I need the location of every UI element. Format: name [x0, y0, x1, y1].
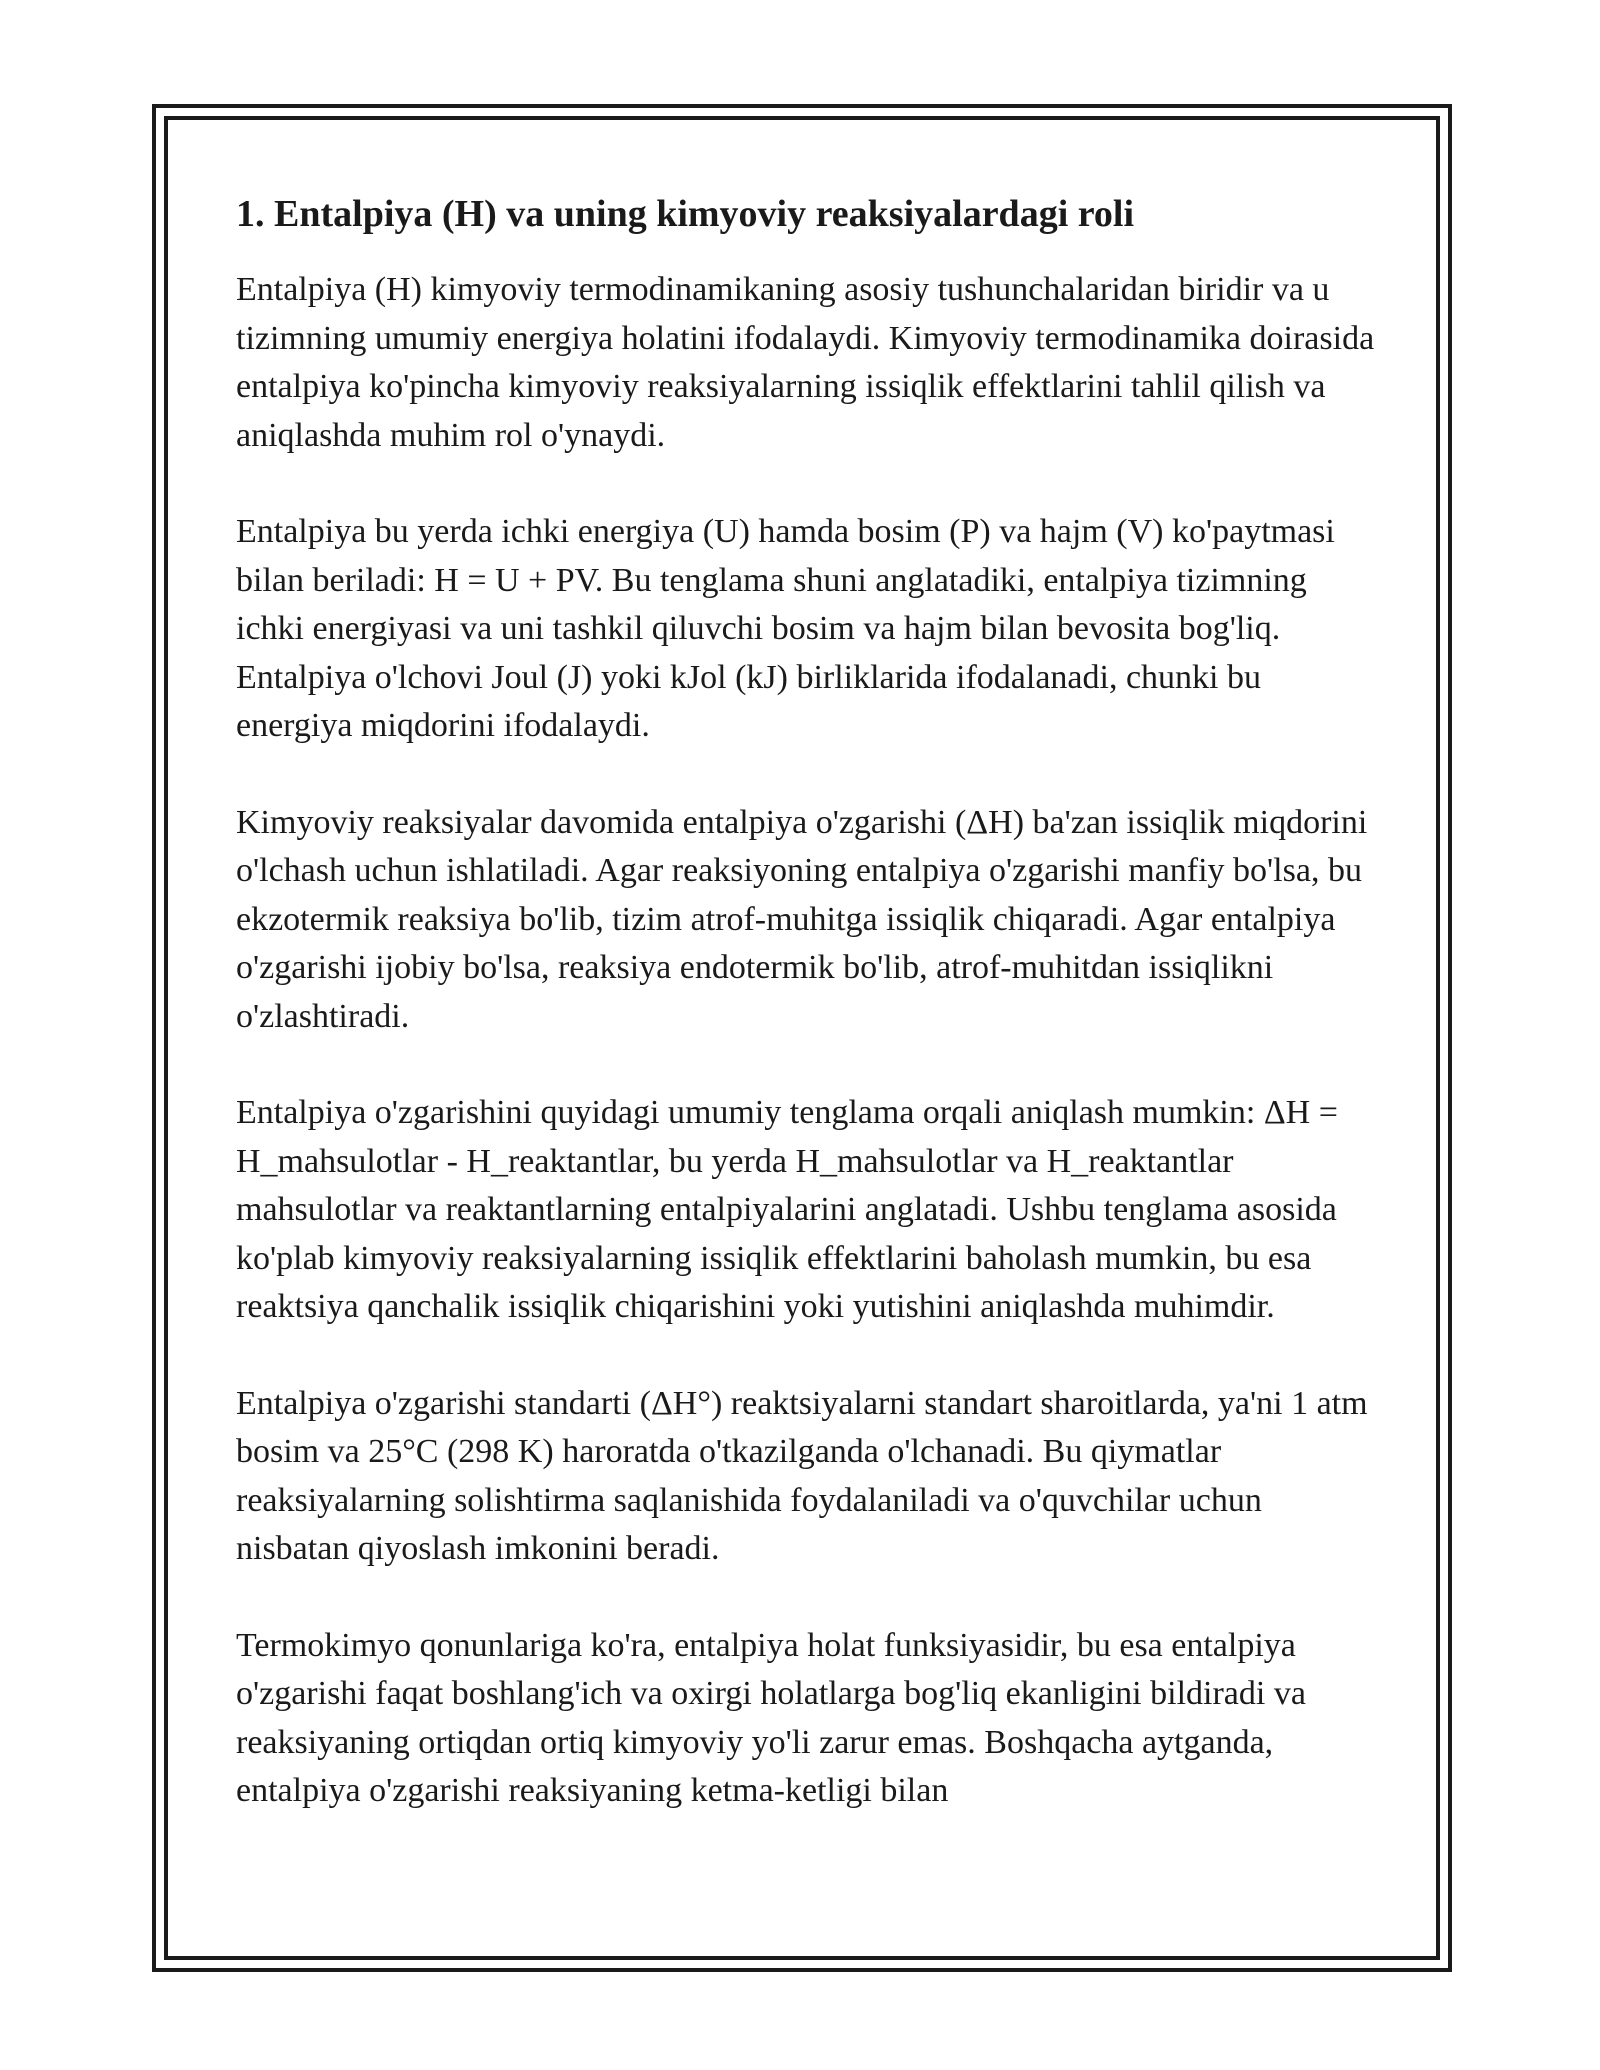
paragraph-enthalpy-equation: Entalpiya o'zgarishini quyidagi umumiy tenglama orqali aniqlash mumkin: ΔH = H_mahsulotlar - H_reaktantlar, bu yerda H_mahsulotlar va H_reaktantlar mahsulotlar va reaktantlarning entalpiyalarini anglatadi. Ushbu tenglama asosida ko'plab kimyoviy reaksiyalarning issiqlik effektlarini baholash mumkin, bu esa reaktsiya qanchalik issiqlik chiqarishini yoki yutishini aniqlashda muhimdir.	[236, 1094, 1338, 1325]
section-heading: 1. Entalpiya (H) va uning kimyoviy reaksiyalardagi roli	[236, 193, 1135, 235]
paragraph-state-function: Termokimyo qonunlariga ko'ra, entalpiya holat funksiyasidir, bu esa entalpiya o'zgarishi faqat boshlang'ich va oxirgi holatlarga bog'liq ekanligini bildiradi va reaksiyaning ortiqdan ortiq kimyoviy yo'li zarur emas. Boshqacha aytganda, entalpiya o'zgarishi reaksiyaning ketma-ketligi bilan	[236, 1626, 1306, 1809]
paragraph-standard-enthalpy: Entalpiya o'zgarishi standarti (ΔH°) reaktsiyalarni standart sharoitlarda, ya'ni 1 atm bosim va 25°C (298 K) haroratda o'tkazilganda o'lchanadi. Bu qiymatlar reaksiyalarning solishtirma saqlanishida foydalaniladi va o'quvchilar uchun nisbatan qiyoslash imkonini beradi.	[236, 1384, 1368, 1567]
paragraph-enthalpy-definition: Entalpiya (H) kimyoviy termodinamikaning asosiy tushunchalaridan biridir va u tizimning umumiy energiya holatini ifodalaydi. Kimyoviy termodinamika doirasida entalpiya ko'pincha kimyoviy reaksiyalarning issiqlik effektlarini tahlil qilish va aniqlashda muhim rol o'ynaydi.	[236, 271, 1375, 454]
document-content	[236, 186, 1376, 1864]
paragraph-enthalpy-change: Kimyoviy reaksiyalar davomida entalpiya o'zgarishi (ΔH) ba'zan issiqlik miqdorini o'lchash uchun ishlatiladi. Agar reaksiyoning entalpiya o'zgarishi manfiy bo'lsa, bu ekzotermik reaksiya bo'lib, tizim atrof-muhitga issiqlik chiqaradi. Agar entalpiya o'zgarishi ijobiy bo'lsa, reaksiya endotermik bo'lib, atrof-muhitdan issiqlikni o'zlashtiradi.	[236, 803, 1368, 1035]
paragraph-enthalpy-formula: Entalpiya bu yerda ichki energiya (U) hamda bosim (P) va hajm (V) ko'paytmasi bilan beriladi: H = U + PV. Bu tenglama shuni anglatadiki, entalpiya tizimning ichki energiyasi va uni tashkil qiluvchi bosim va hajm bilan bevosita bog'liq. Entalpiya o'lchovi Joul (J) yoki kJol (kJ) birliklarida ifodalanadi, chunki bu energiya miqdorini ifodalaydi.	[236, 513, 1335, 744]
